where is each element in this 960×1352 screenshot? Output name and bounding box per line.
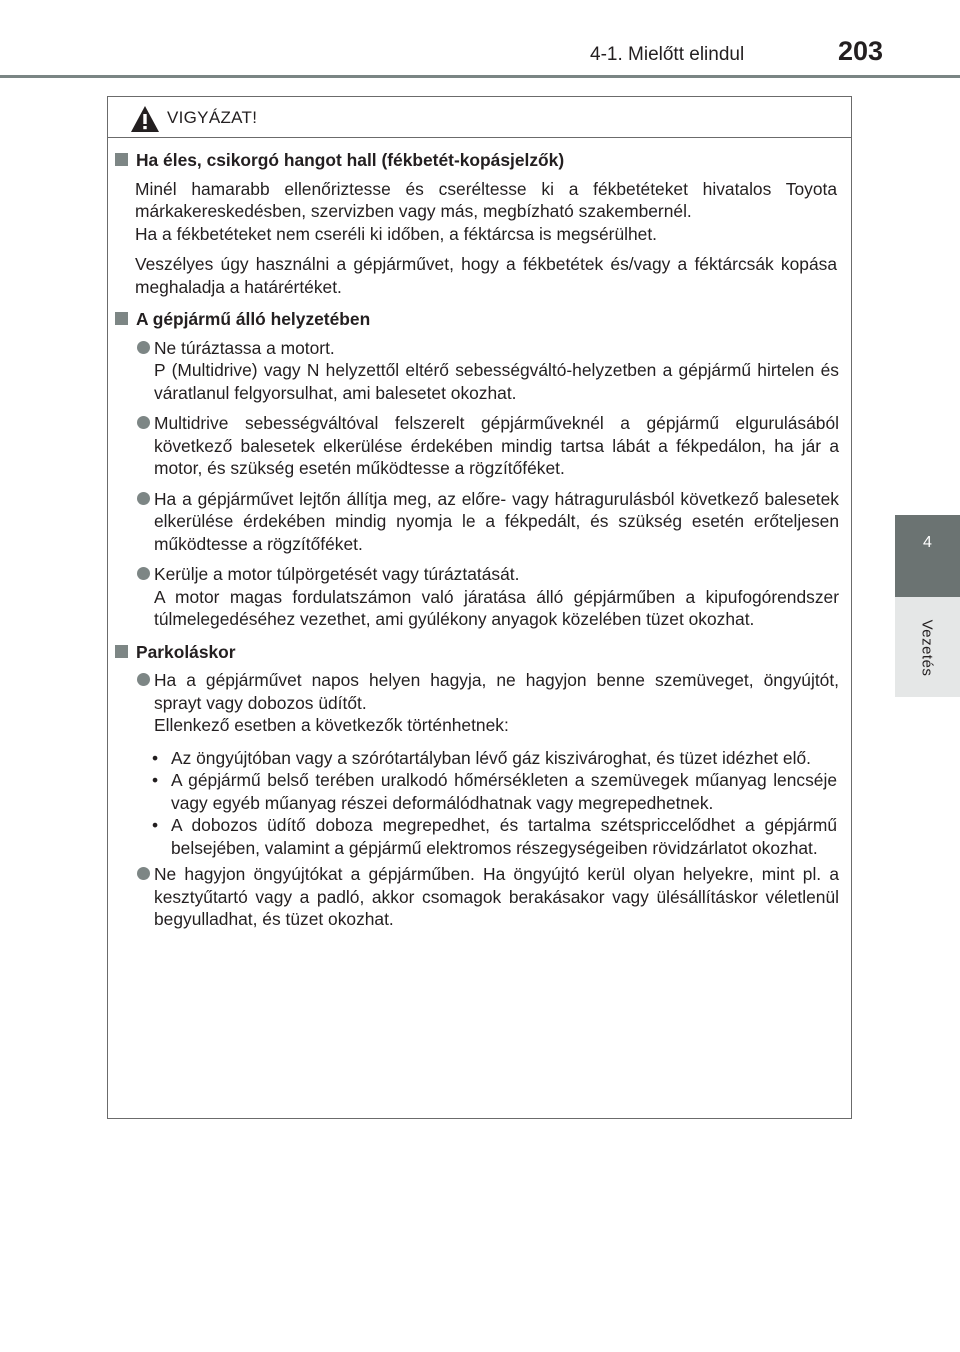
list-item — [108, 563, 853, 631]
list-item-text: Ha a gépjárművet lejtőn állítja meg, az előre- vagy hátragurulásból következő balesetek elkerülése érdekében mindig nyomja le a fékpedált, és szükség esetén erőteljesen működtesse a rögzítőféket. — [154, 488, 839, 554]
section-heading — [108, 641, 853, 664]
caution-box — [107, 96, 852, 1119]
list-item — [108, 863, 853, 931]
caution-header — [108, 97, 851, 138]
section-heading-text: A gépjármű álló helyzetében — [136, 309, 371, 329]
paragraph: Ha a fékbetéteket nem cseréli ki időben, a féktárcsa is megsérülhet. — [135, 223, 657, 244]
list-item-text: P (Multidrive) vagy N helyzettől eltérő sebességváltó-helyzetben a gépjármű hirtelen és váratlanul felgyorsulhat, ami balesetet okozhat. — [154, 360, 839, 403]
square-bullet-icon — [115, 312, 128, 325]
sub-list — [108, 747, 853, 860]
caution-content — [108, 149, 853, 939]
sub-list-item-text: A dobozos üdítő doboza megrepedhet, és tartalma szétspriccelődhet a gépjármű belsejében, valamint a gépjármű elektromos részegységeiben rövidzárlatot okozhat. — [171, 815, 837, 858]
list-item-text: Kerülje a motor túlpörgetését vagy túráztatását. — [154, 564, 520, 584]
section-heading — [108, 308, 853, 331]
round-bullet-icon — [137, 567, 150, 580]
chapter-tab — [895, 515, 960, 597]
list-item — [108, 669, 853, 737]
sub-list-item-text: A gépjármű belső terében uralkodó hőmérsékleten a szemüvegek műanyag lencséje vagy egyéb műanyag részei deformálódhatnak vagy megrepedhetnek. — [171, 770, 837, 813]
list-item-text: Ellenkező esetben a következők történhetnek: — [154, 715, 509, 735]
sub-list-item — [108, 747, 853, 770]
section-heading-text: Parkoláskor — [136, 641, 236, 662]
section-heading — [108, 149, 853, 172]
caution-title: VIGYÁZAT! — [167, 108, 258, 127]
sub-list-item — [108, 814, 853, 859]
list-item — [108, 412, 853, 480]
sub-list-item-text: Az öngyújtóban vagy a szórótartályban lévő gáz kiszivároghat, és tüzet idézhet elő. — [171, 747, 811, 768]
list-item — [108, 488, 853, 556]
dot-bullet-icon: • — [152, 770, 159, 790]
round-bullet-icon — [137, 416, 150, 429]
list-item-text: Multidrive sebességváltóval felszerelt gépjárműveknél a gépjármű elgurulásából következő balesetek elkerülése érdekében mindig tartsa lábát a fékpedálon, ha jár a motor, és szükség esetén működtesse a rögzítőféket. — [154, 413, 839, 478]
chapter-tab-label: Vezetés — [918, 619, 936, 677]
header-divider — [0, 75, 960, 78]
page-number: 203 — [838, 36, 884, 66]
section-heading-text: Ha éles, csikorgó hangot hall (fékbetét-kopásjelzők) — [136, 150, 565, 170]
dot-bullet-icon: • — [152, 815, 159, 835]
list-item — [108, 337, 853, 405]
chapter-tab-number: 4 — [923, 534, 932, 551]
round-bullet-icon — [137, 867, 150, 880]
dot-bullet-icon: • — [152, 747, 159, 768]
paragraph: Minél hamarabb ellenőriztesse és cseréltesse ki a fékbetéteket hivatalos Toyota márkakereskedésben, szervizben vagy más, megbízható szakembernél. — [135, 178, 837, 221]
chapter-title: 4-1. Mielőtt elindul — [590, 44, 745, 65]
warning-triangle-icon — [130, 105, 160, 133]
round-bullet-icon — [137, 492, 150, 505]
square-bullet-icon — [115, 645, 128, 658]
square-bullet-icon — [115, 153, 128, 166]
round-bullet-icon — [137, 341, 150, 354]
round-bullet-icon — [137, 673, 150, 686]
sub-list-item — [108, 769, 853, 814]
list-item-text: A motor magas fordulatszámon való járatása álló gépjárműben a kipufogórendszer túlmelegedéséhez vezethet, ami gyúlékony anyagok közelében tüzet okozhat. — [154, 586, 839, 629]
list-item-text: Ne hagyjon öngyújtókat a gépjárműben. Ha öngyújtó kerül olyan helyekre, mint pl. a kesztyűtartó vagy a padló, akkor csomagok berakásakor vagy ülésállításkor véletlenül begyulladhat, és tüzet okozhat. — [154, 864, 839, 929]
list-item-text: Ne túráztassa a motort. — [154, 337, 335, 358]
list-item-text: Ha a gépjárművet napos helyen hagyja, ne hagyjon benne szemüveget, öngyújtót, sprayt vagy dobozos üdítőt. — [154, 670, 839, 713]
paragraph: Veszélyes úgy használni a gépjárművet, hogy a fékbetétek és/vagy a féktárcsák kopása meghaladja a határértéket. — [135, 254, 837, 297]
